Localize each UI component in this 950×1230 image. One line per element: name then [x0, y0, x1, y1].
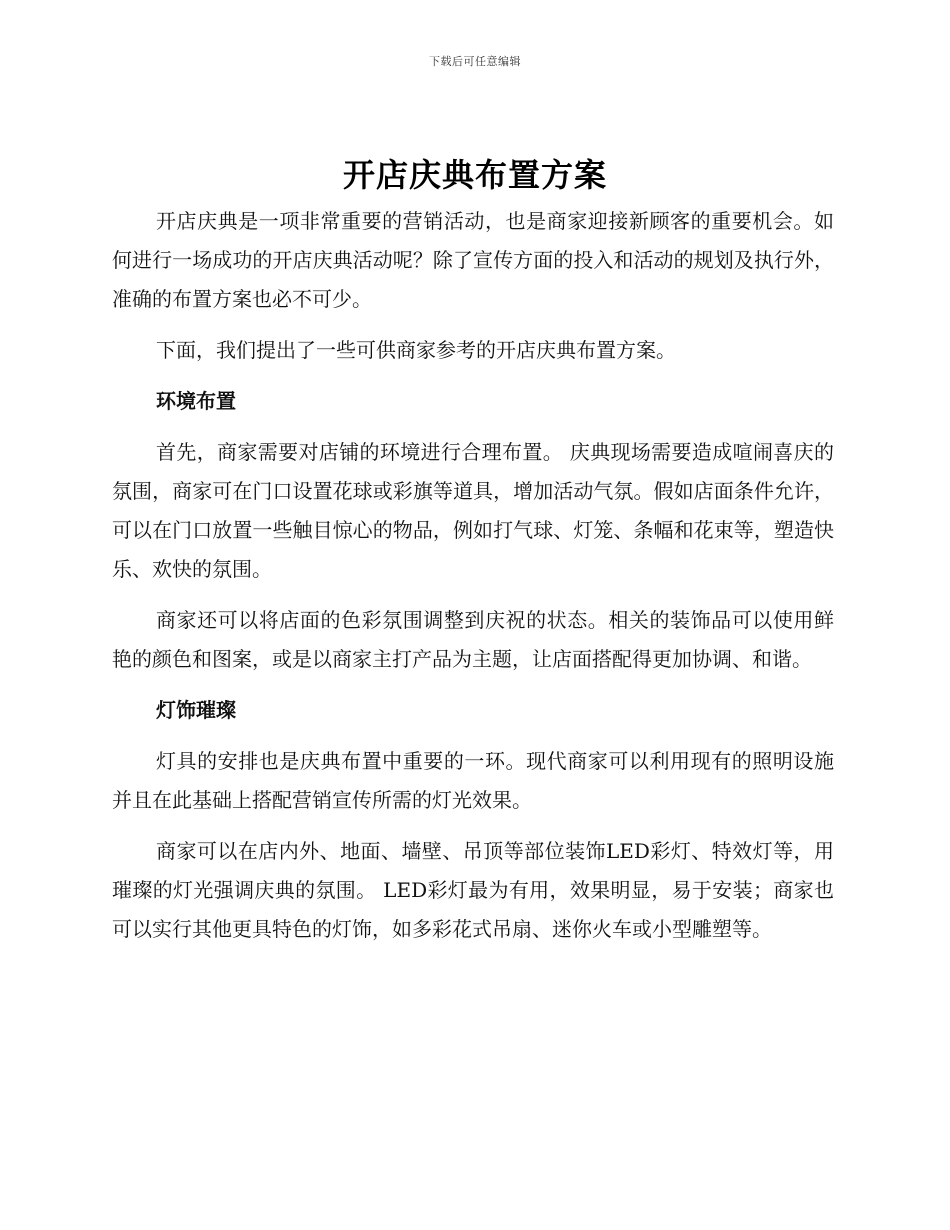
section-heading-lighting: 灯饰璀璨 [156, 698, 236, 722]
document-title: 开店庆典布置方案 [342, 156, 607, 194]
document-body [112, 202, 834, 961]
page-header-note: 下载后可任意编辑 [429, 55, 521, 68]
environment-paragraph-1: 首先，商家需要对店铺的环境进行合理布置。 庆典现场需要造成喧闹喜庆的氛围，商家可在门口设置花球或彩旗等道具，增加活动气氛。假如店面条件允许，可以在门口放置一些触目惊心的物品，例如打气球、灯笼、条幅和花束等，塑造快乐、欢快的氛围。 [112, 440, 834, 581]
intro-paragraph-2: 下面，我们提出了一些可供商家参考的开店庆典布置方案。 [156, 338, 676, 362]
environment-paragraph-2: 商家还可以将店面的色彩氛围调整到庆祝的状态。相关的装饰品可以使用鲜艳的颜色和图案，或是以商家主打产品为主题，让店面搭配得更加协调、和谐。 [112, 608, 834, 671]
section-heading-environment: 环境布置 [156, 389, 236, 413]
intro-paragraph-1: 开店庆典是一项非常重要的营销活动，也是商家迎接新顾客的重要机会。如何进行一场成功的开店庆典活动呢？除了宣传方面的投入和活动的规划及执行外，准确的布置方案也必不可少。 [112, 209, 834, 311]
lighting-paragraph-1: 灯具的安排也是庆典布置中重要的一环。现代商家可以利用现有的照明设施并且在此基础上搭配营销宣传所需的灯光效果。 [112, 749, 834, 812]
lighting-paragraph-2: 商家可以在店内外、地面、墙壁、吊顶等部位装饰LED彩灯、特效灯等，用璀璨的灯光强调庆典的氛围。 LED彩灯最为有用，效果明显，易于安装；商家也可以实行其他更具特色的灯饰，如多彩花式吊扇、迷你火车或小型雕塑等。 [112, 839, 834, 941]
